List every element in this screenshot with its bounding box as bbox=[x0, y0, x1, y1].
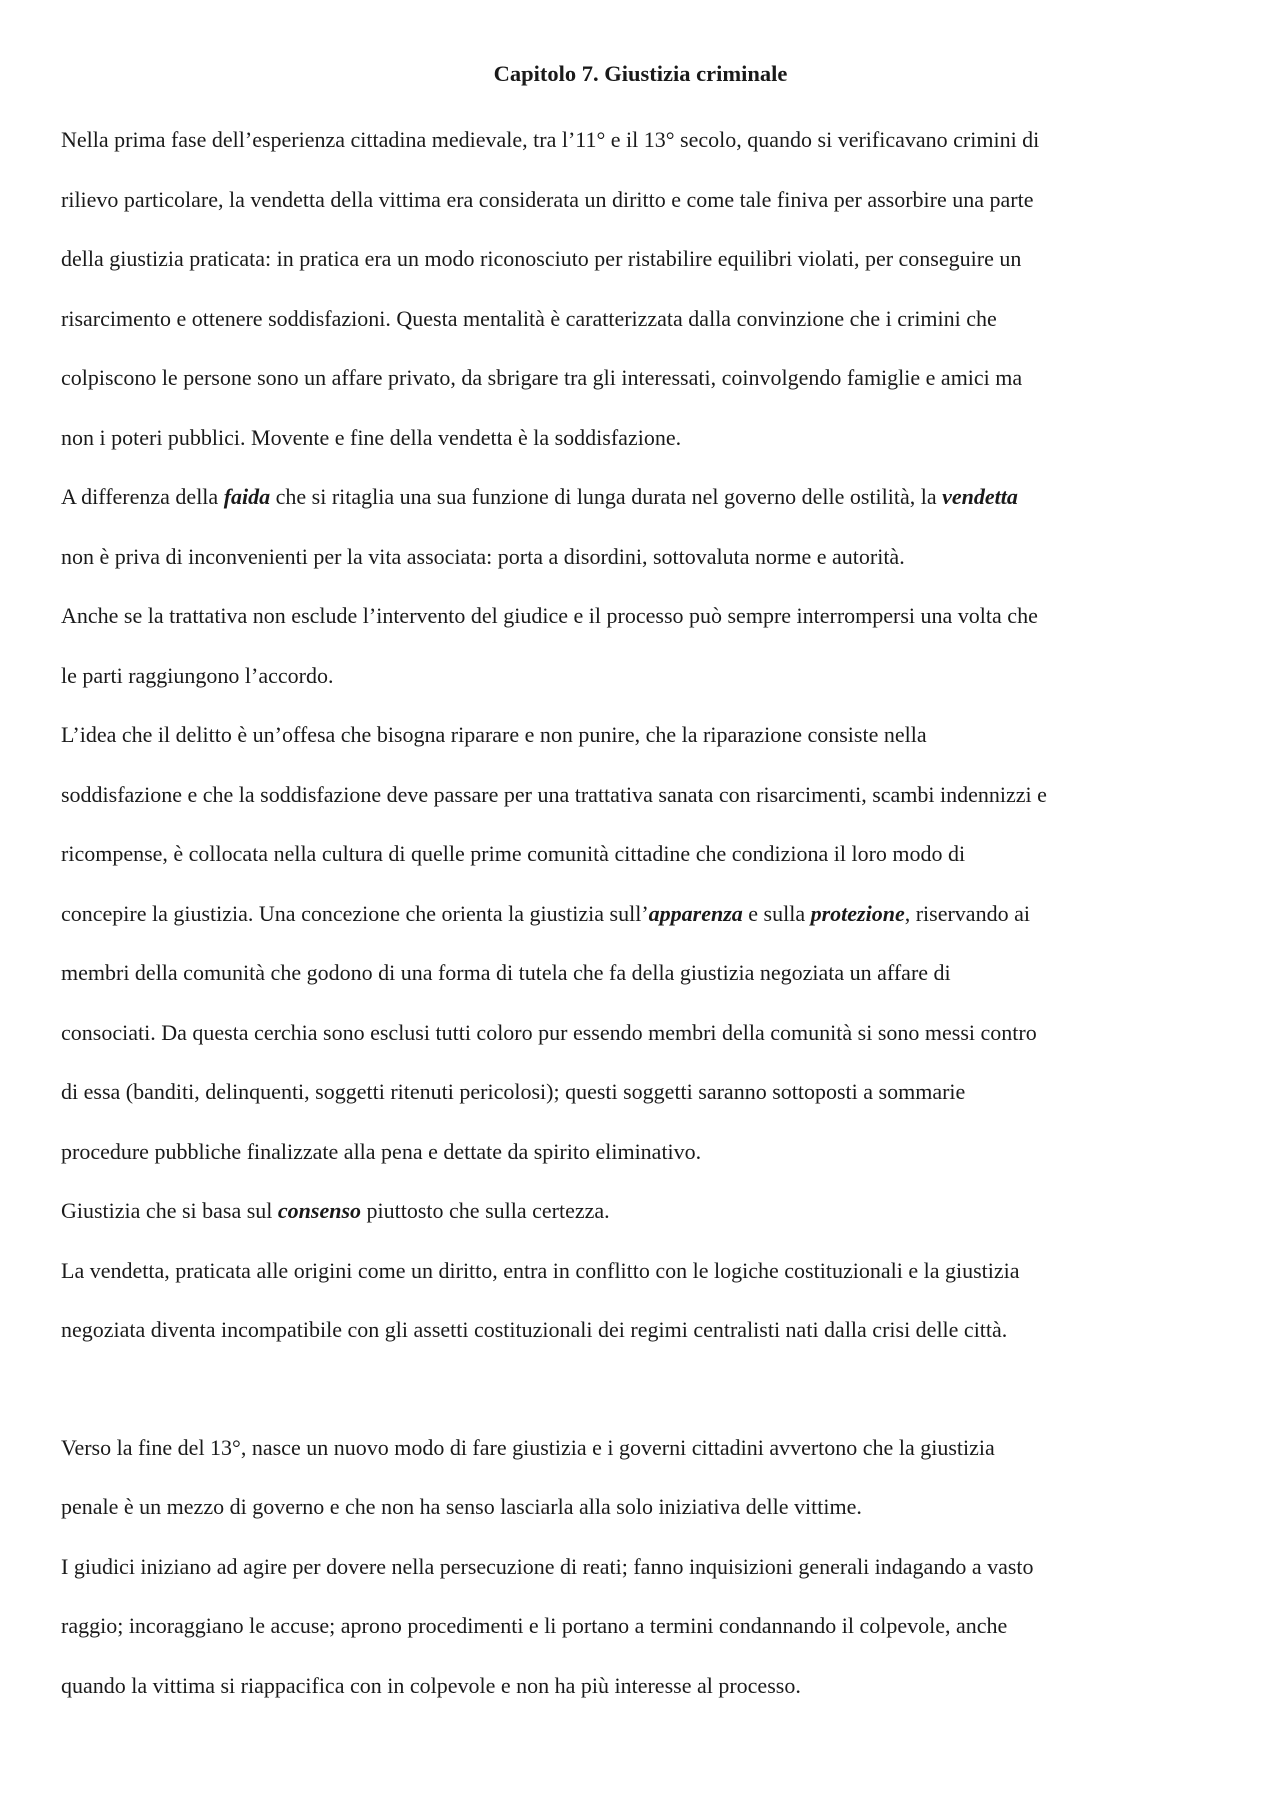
text-line: non i poteri pubblici. Movente e fine della vendetta è la soddisfazione. bbox=[61, 424, 682, 450]
emphasis-consenso: consenso bbox=[277, 1198, 362, 1223]
text-line: quando la vittima si riappacifica con in colpevole e non ha più interesse al processo. bbox=[61, 1672, 801, 1698]
emphasis-protezione: protezione bbox=[810, 900, 905, 926]
text-line: ricompense, è collocata nella cultura di quelle prime comunità cittadine che condiziona il loro modo di bbox=[61, 841, 966, 866]
text-line: raggio; incoraggiano le accuse; aprono procedimenti e li portano a termini condannando il colpevole, anche bbox=[61, 1613, 1008, 1638]
paragraph-spacer bbox=[61, 1360, 1220, 1418]
text-line: La vendetta, praticata alle origini come un diritto, entra in conflitto con le logiche costituzionali e la giustizia bbox=[61, 1257, 1020, 1283]
text-line: consociati. Da questa cerchia sono esclusi tutti coloro pur essendo membri della comunità si sono messi contro bbox=[61, 1019, 1037, 1045]
text-line: Anche se la trattativa non esclude l’intervento del giudice e il processo può sempre interrompersi una volta che bbox=[61, 603, 1038, 628]
text-run: , riservando ai bbox=[904, 900, 1030, 926]
text-line: soddisfazione e che la soddisfazione deve passare per una trattativa sanata con risarcimenti, scambi indennizzi e bbox=[61, 781, 1047, 807]
text-run: e sulla bbox=[742, 900, 811, 926]
text-line bbox=[61, 467, 1220, 527]
text-run: concepire la giustizia. Una concezione che orienta la giustizia sull’ bbox=[61, 900, 649, 926]
paragraph-riparazione bbox=[61, 705, 1220, 1181]
text-run: piuttosto che sulla certezza. bbox=[361, 1198, 610, 1223]
text-line: I giudici iniziano ad agire per dovere nella persecuzione di reati; fanno inquisizioni generali indagando a vasto bbox=[61, 1553, 1034, 1579]
text-run: A differenza della bbox=[61, 484, 224, 509]
text-line: rilievo particolare, la vendetta della vittima era considerata un diritto e come tale finiva per assorbire una parte bbox=[61, 186, 1034, 212]
emphasis-vendetta: vendetta bbox=[942, 484, 1018, 509]
paragraph-nuovo-modo bbox=[61, 1418, 1220, 1537]
text-line: non è priva di inconvenienti per la vita associata: porta a disordini, sottovaluta norme e autorità. bbox=[61, 543, 905, 569]
text-line: Verso la fine del 13°, nasce un nuovo modo di fare giustizia e i governi cittadini avvertono che la giustizia bbox=[61, 1434, 995, 1460]
text-line: le parti raggiungono l’accordo. bbox=[61, 662, 334, 688]
emphasis-apparenza: apparenza bbox=[648, 900, 743, 926]
text-line bbox=[61, 1181, 1220, 1241]
paragraph-conflitto bbox=[61, 1241, 1220, 1360]
paragraph-faida-vendetta bbox=[61, 467, 1220, 586]
paragraph-vendetta-origins bbox=[61, 110, 1220, 467]
text-line: negoziata diventa incompatibile con gli assetti costituzionali dei regimi centralisti nati dalla crisi delle città. bbox=[61, 1317, 1008, 1342]
text-line: risarcimento e ottenere soddisfazioni. Questa mentalità è caratterizzata dalla convinzione che i crimini che bbox=[61, 305, 997, 331]
text-line: penale è un mezzo di governo e che non ha senso lasciarla alla solo iniziativa delle vittime. bbox=[61, 1494, 862, 1519]
text-line bbox=[61, 884, 1220, 944]
text-line: Nella prima fase dell’esperienza cittadina medievale, tra l’11° e il 13° secolo, quando si verificavano crimini di bbox=[61, 127, 1040, 152]
text-line: di essa (banditi, delinquenti, soggetti ritenuti pericolosi); questi soggetti saranno sottoposti a sommarie bbox=[61, 1079, 966, 1104]
text-line: colpiscono le persone sono un affare privato, da sbrigare tra gli interessati, coinvolgendo famiglie e amici ma bbox=[61, 365, 1023, 390]
paragraph-giudici bbox=[61, 1537, 1220, 1716]
paragraph-trattativa bbox=[61, 586, 1220, 705]
text-run: Giustizia che si basa sul bbox=[61, 1198, 278, 1223]
text-line: membri della comunità che godono di una forma di tutela che fa della giustizia negoziata un affare di bbox=[61, 960, 951, 985]
text-line: della giustizia praticata: in pratica era un modo riconosciuto per ristabilire equilibri violati, per conseguire un bbox=[61, 246, 1022, 271]
text-run: che si ritaglia una sua funzione di lunga durata nel governo delle ostilità, la bbox=[270, 484, 943, 509]
text-line: procedure pubbliche finalizzate alla pena e dettate da spirito eliminativo. bbox=[61, 1138, 702, 1164]
emphasis-faida: faida bbox=[223, 484, 271, 509]
chapter-title: Capitolo 7. Giustizia criminale bbox=[493, 61, 788, 86]
paragraph-consenso bbox=[61, 1181, 1220, 1241]
text-line: L’idea che il delitto è un’offesa che bisogna riparare e non punire, che la riparazione consiste nella bbox=[61, 722, 927, 747]
